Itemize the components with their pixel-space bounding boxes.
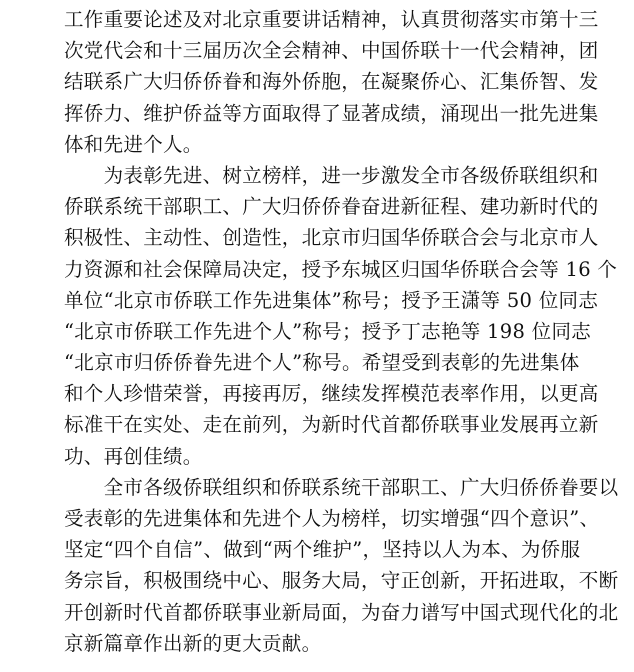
text-line: 结联系广大归侨侨眷和海外侨胞，在凝聚侨心、汇集侨智、发 xyxy=(64,70,599,94)
text-line: 工作重要论述及对北京重要讲话精神，认真贯彻落实市第十三 xyxy=(64,8,599,31)
text-line: 单位“北京市侨联工作先进集体”称号；授予王潇等 50 位同志 xyxy=(64,288,599,312)
text-line: 次党代会和十三届历次全会精神、中国侨联十一代会精神，团 xyxy=(64,39,599,63)
text-line: 挥侨力、维护侨益等方面取得了显著成绩，涌现出一批先进集 xyxy=(64,101,599,125)
text-line: 为表彰先进、树立榜样，进一步激发全市各级侨联组织和 xyxy=(64,163,599,187)
text-line: 侨联系统干部职工、广大归侨侨眷奋进新征程、建功新时代的 xyxy=(64,195,599,219)
text-line: 功、再创佳绩。 xyxy=(64,444,203,468)
text-line: 和个人珍惜荣誉，再接再厉，继续发挥模范表率作用，以更高 xyxy=(64,382,599,406)
paragraph-call-to-action xyxy=(64,472,619,659)
text-line: 坚定“四个自信”、做到“两个维护”，坚持以人为本、为侨服 xyxy=(64,538,581,562)
text-line: 京新篇章作出新的更大贡献。 xyxy=(64,631,322,655)
text-line: 开创新时代首都侨联事业新局面，为奋力谱写中国式现代化的北 xyxy=(64,600,619,624)
text-line: 力资源和社会保障局决定，授予东城区归国华侨联合会等 16 个 xyxy=(64,257,618,281)
text-line: “北京市侨联工作先进个人”称号；授予丁志艳等 198 位同志 xyxy=(64,319,592,343)
paragraph-continuation xyxy=(64,4,599,160)
paragraph-commendation xyxy=(64,160,618,472)
text-line: 积极性、主动性、创造性，北京市归国华侨联合会与北京市人 xyxy=(64,226,599,250)
text-line: 全市各级侨联组织和侨联系统干部职工、广大归侨侨眷要以 xyxy=(64,475,619,499)
text-line: 体和先进个人。 xyxy=(64,132,203,156)
text-line: 务宗旨，积极围绕中心、服务大局，守正创新，开拓进取，不断 xyxy=(64,569,619,593)
text-line: “北京市归侨侨眷先进个人”称号。希望受到表彰的先进集体 xyxy=(64,351,580,375)
text-line: 标准干在实处、走在前列，为新时代首都侨联事业发展再立新 xyxy=(64,413,599,437)
text-line: 受表彰的先进集体和先进个人为榜样，切实增强“四个意识”、 xyxy=(64,507,600,530)
